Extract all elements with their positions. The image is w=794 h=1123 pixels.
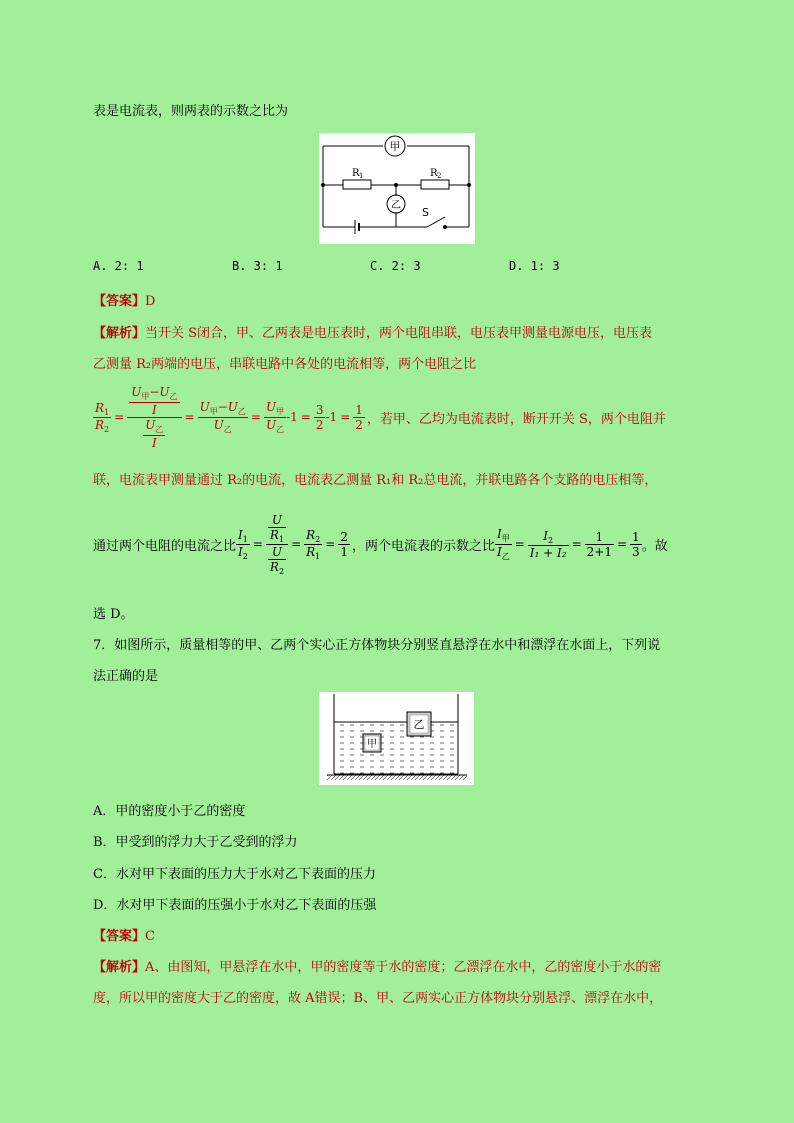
q6-option-b: B. 3: 1	[232, 259, 283, 273]
q7-analysis-1: A、由图知，甲悬浮在水中，甲的密度等于水的密度；乙漂浮在水中，乙的密度小于水的密	[145, 960, 662, 975]
q6-answer-tag: 【答案】	[93, 294, 146, 309]
i1-over-i2: $\frac{I_1}{I_2}$	[238, 527, 248, 561]
q7-option-c: C．水对甲下表面的压力大于水对乙下表面的压力	[93, 867, 376, 882]
meter-jia-label: 甲	[389, 140, 401, 153]
q7-analysis-2: 度，所以甲的密度大于乙的密度，故 A错误；B、甲、乙两实心正方体物块分别悬浮、漂浮在水中，	[93, 991, 663, 1006]
q6-option-a: A. 2: 1	[93, 259, 144, 273]
q6-analysis-6: 选 D。	[93, 607, 134, 622]
block-jia-label: 甲	[367, 739, 377, 750]
q7-answer-line	[93, 925, 155, 944]
q7-option-b: B．甲受到的浮力大于乙受到的浮力	[93, 835, 298, 850]
q7-stem-1: 7．如图所示，质量相等的甲、乙两个实心正方体物块分别竖直悬浮在水中和漂浮在水面上，下列说	[93, 638, 661, 653]
q6-analysis-3-tail: ，若甲、乙均为电流表时，断开开关 S，两个电阻并	[366, 411, 666, 427]
q7-answer-tag: 【答案】	[93, 929, 146, 944]
r2-over-r1: $\frac{R_2}{R_1}$	[306, 527, 321, 561]
q6-current-ratio-line: 通过两个电阻的电流之比 $\frac{I_1}{I_2}$ = $\frac{\frac{U}{R_1}}{\frac{U}{R_2}}$ = $\frac{R_2}{R_1}$ = $\frac{2}{1}$ ，两个电流表的示数之比 $\frac{I_甲}{I_乙}$ = $\frac{I_2}{\text{I₁ + I₂}}$ = $\frac{1}{2+1}$ = $\frac{1}{3}$ 。故	[93, 512, 668, 576]
q6-analysis-tag: 【解析】	[93, 326, 146, 341]
one-third: $\frac{1}{3}$	[632, 529, 640, 559]
r2-label: R	[430, 168, 438, 179]
q6-analysis-5-mid: ，两个电流表的示数之比	[351, 538, 495, 554]
q6-analysis-4: 联，电流表甲测量通过 R₂的电流，电流表乙测量 R₁和 R₂总电流，并联电路各个支路的电压相等，	[93, 473, 658, 488]
voltage-fraction: $\frac{U_甲}{U_乙}$	[265, 399, 285, 434]
q6-answer: D	[145, 294, 156, 309]
q7-option-d: D．水对甲下表面的压强小于水对乙下表面的压强	[93, 898, 377, 913]
q6-analysis-line-1	[93, 322, 652, 341]
q6-ratio-equation: $\frac{R_1}{R_2}$ = $\frac{\frac{U_甲-U_乙}{I}}{\frac{U_乙}{I}}$ = $\frac{U_甲-U_乙}{U_乙}$ = $\frac{U_甲}{U_乙}$ -1 = $\frac{3}{2}$ -1 = $\frac{1}{2}$ ，若甲、乙均为电流表时，断开开关 S，两个电阻并	[95, 384, 666, 450]
three-halves: $\frac{3}{2}$	[315, 402, 324, 432]
q7-option-a: A．甲的密度小于乙的密度	[93, 804, 246, 819]
q6-analysis-2: 乙测量 R₂两端的电压，串联电路中各处的电流相等，两个电阻之比	[93, 357, 477, 372]
circuit-figure	[319, 133, 475, 244]
block-yi-label: 乙	[413, 718, 425, 731]
q6-stem-tail: 表是电流表，则两表的示数之比为	[93, 104, 289, 119]
q6-option-d: D. 1: 3	[509, 259, 560, 273]
r1-sub: 1	[359, 172, 364, 180]
q7-analysis-tag: 【解析】	[93, 960, 146, 975]
water-tank-diagram	[319, 692, 474, 785]
circuit-diagram	[319, 133, 475, 244]
q7-answer: C	[145, 929, 155, 944]
q7-stem-2: 法正确的是	[93, 669, 159, 684]
r1-over-r2: $\frac{R_1}{R_2}$	[95, 400, 110, 434]
q6-analysis-1: 当开关 S闭合，甲、乙两表是电压表时，两个电阻串联，电压表甲测量电源电压，电压表	[145, 326, 653, 341]
compound-fraction: $\frac{\frac{U_甲-U_乙}{I}}{\frac{U_乙}{I}}$	[127, 385, 181, 450]
one-over-sum: $\frac{1}{2+1}$	[586, 529, 612, 559]
i2-over-sum: $\frac{I_2}{\text{I₁ + I₂}}$	[529, 528, 567, 560]
one-half: $\frac{1}{2}$	[355, 402, 363, 432]
ijia-over-iyi: $\frac{I_甲}{I_乙}$	[496, 526, 510, 561]
two-over-one: $\frac{2}{1}$	[340, 529, 348, 559]
switch-label: S	[422, 206, 429, 219]
q6-analysis-5-tail: 。故	[641, 538, 668, 554]
meter-yi-label: 乙	[391, 200, 401, 211]
q6-answer-line	[93, 290, 155, 309]
r2-sub: 2	[437, 172, 442, 180]
q7-analysis-line-1	[93, 956, 661, 975]
q6-analysis-5-head: 通过两个电阻的电流之比	[93, 538, 237, 554]
q6-option-c: C. 2: 3	[370, 259, 421, 273]
voltage-diff-fraction: $\frac{U_甲-U_乙}{U_乙}$	[199, 399, 246, 434]
r1-label: R	[352, 168, 360, 179]
buoyancy-figure	[319, 692, 474, 785]
u-over-r-compound: $\frac{\frac{U}{R_1}}{\frac{U}{R_2}}$	[266, 513, 288, 576]
